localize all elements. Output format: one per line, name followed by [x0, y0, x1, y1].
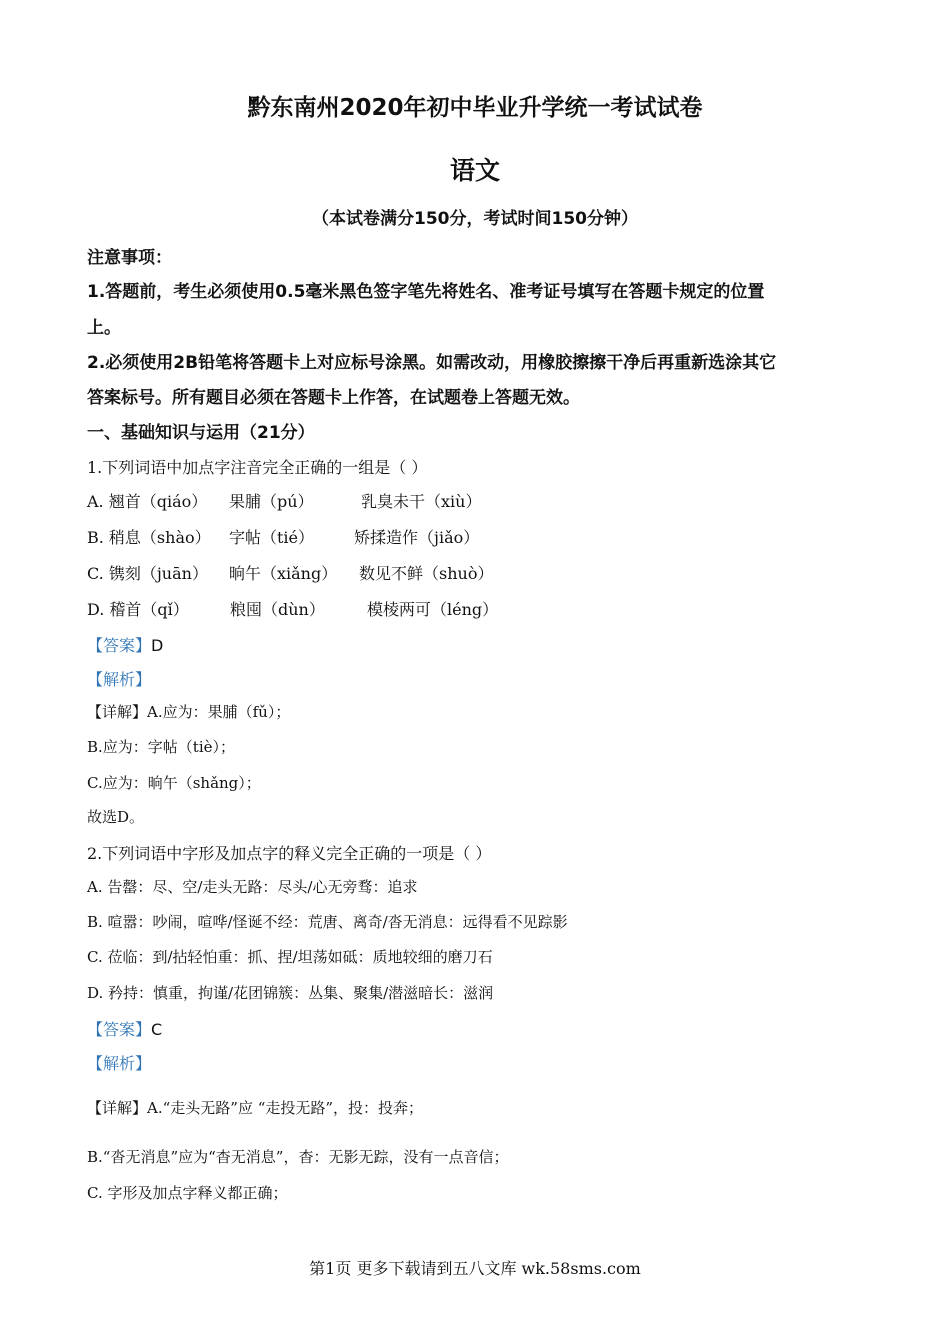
- q1-detail-1: [87, 701, 290, 722]
- q1-option-c: [87, 561, 493, 584]
- q1-c-3: 数见不鲜（shuò）: [359, 564, 494, 583]
- q2-analysis-tag: 【解析】: [87, 1054, 152, 1073]
- q2-answer-value: C: [151, 1020, 163, 1039]
- q2-detail-2: B.“沓无消息”应为“杳无消息”，杳：无影无踪，没有一点音信；: [87, 1148, 509, 1166]
- q1-detail-3: C.应为：晌午（shǎng）；: [87, 774, 261, 792]
- q1-d-1: D. 稽首（qǐ）: [87, 600, 189, 619]
- section-heading: 一、基础知识与运用（21分）: [87, 423, 315, 443]
- notice-item-2: 2.必须使用2B铅笔将答题卡上对应标号涂黑。如需改动，用橡胶擦擦干净后再重新选涂其它: [87, 353, 777, 373]
- notice-item-2-cont: 答案标号。所有题目必须在答题卡上作答，在试题卷上答题无效。: [87, 388, 580, 408]
- q2-stem: 2.下列词语中字形及加点字的释义完全正确的一项是（ ）: [87, 844, 492, 863]
- q1-detail-4: 故选D。: [87, 808, 145, 826]
- notice-heading: 注意事项：: [87, 248, 172, 268]
- q1-option-d: [87, 597, 498, 620]
- q1-a-2: 果脯（pú）: [229, 492, 314, 511]
- q2-detail-tag: 【详解】: [87, 1099, 148, 1117]
- notice-item-1: 1.答题前，考生必须使用0.5毫米黑色签字笔先将姓名、准考证号填写在答题卡规定的位置: [87, 282, 765, 302]
- q1-analysis-tag: 【解析】: [87, 670, 152, 689]
- page-footer: 第1页 更多下载请到五八文库 wk.58sms.com: [309, 1259, 641, 1278]
- q1-answer-value: D: [151, 636, 164, 655]
- q2-option-a: A. 告罄：尽、空/走头无路：尽头/心无旁骛：追求: [87, 878, 418, 896]
- notice-item-1-cont: 上。: [87, 318, 121, 338]
- q2-option-b: B. 喧嚣：吵闹，喧哗/怪诞不经：荒唐、离奇/沓无消息：远得看不见踪影: [87, 913, 568, 931]
- q2-detail-1: [87, 1097, 423, 1118]
- q1-detail-text-1: A.应为：果脯（fǔ）；: [147, 703, 291, 721]
- q1-option-a: [87, 489, 481, 512]
- q1-option-b: [87, 525, 479, 548]
- q1-b-1: B. 稍息（shào）: [87, 528, 211, 547]
- q1-c-2: 晌午（xiǎng）: [229, 564, 338, 583]
- q2-detail-text-1: A.“走头无路”应 “走投无路”，投：投奔；: [147, 1099, 424, 1117]
- q1-answer-tag: 【答案】: [87, 636, 152, 655]
- exam-note: （本试卷满分150分，考试时间150分钟）: [312, 209, 638, 229]
- q1-a-3: 乳臭未干（xiù）: [361, 492, 482, 511]
- q1-b-3: 矫揉造作（jiǎo）: [354, 528, 480, 547]
- q1-b-2: 字帖（tié）: [229, 528, 315, 547]
- q1-detail-2: B.应为：字帖（tiè）；: [87, 738, 235, 756]
- q2-detail-3: C. 字形及加点字释义都正确；: [87, 1184, 288, 1202]
- q2-option-d: D. 矜持：慎重，拘谨/花团锦簇：丛集、聚集/潜滋暗长：滋润: [87, 984, 494, 1002]
- q1-detail-tag: 【详解】: [87, 703, 148, 721]
- q1-a-1: A. 翘首（qiáo）: [87, 492, 208, 511]
- q2-answer-tag: 【答案】: [87, 1020, 152, 1039]
- q2-option-c: C. 莅临：到/拈轻怕重：抓、捏/坦荡如砥：质地较细的磨刀石: [87, 948, 493, 966]
- q1-d-2: 粮囤（dùn）: [230, 600, 325, 619]
- exam-title: 黔东南州2020年初中毕业升学统一考试试卷: [247, 95, 703, 121]
- q1-answer: [87, 633, 163, 656]
- q1-stem: 1.下列词语中加点字注音完全正确的一组是（ ）: [87, 458, 428, 477]
- q2-answer: [87, 1017, 162, 1040]
- q1-c-1: C. 镌刻（juān）: [87, 564, 208, 583]
- subject-title: 语文: [449, 156, 500, 185]
- q1-d-3: 模棱两可（léng）: [367, 600, 499, 619]
